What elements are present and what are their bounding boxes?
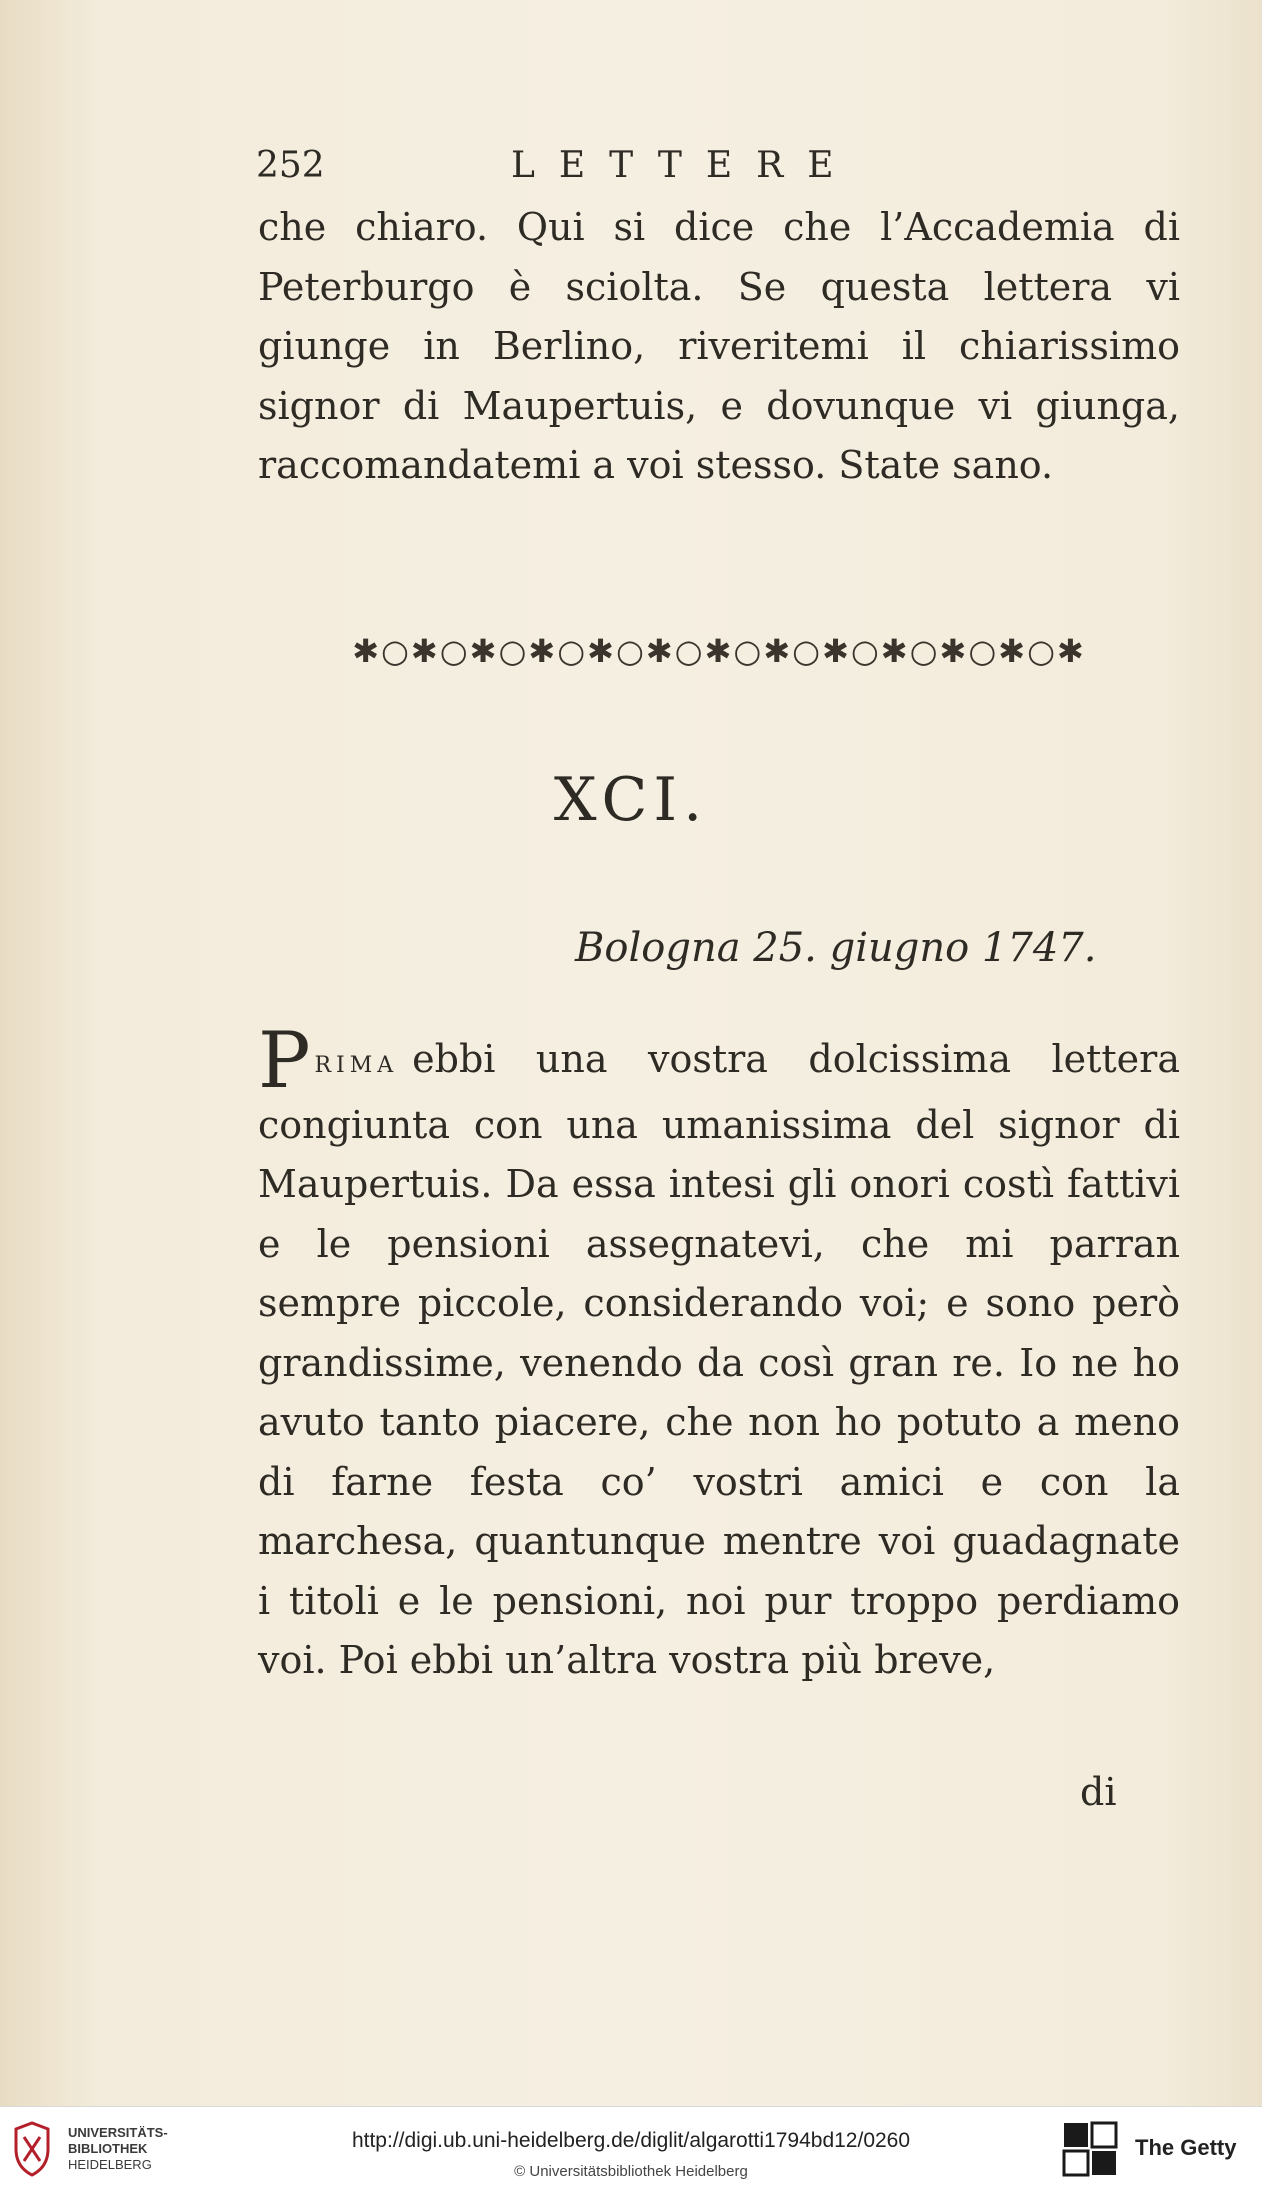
letter-body (258, 1016, 1180, 1691)
paragraph: che chiaro. Qui si dice che l’Accademia di Peterburgo è sciolta. Se questa lettera vi giunge in Berlino, riveritemi il chiarissimo signor di Maupertuis, e dovunque vi giunga, raccomandatemi a voi stesso. State sano. (258, 205, 1180, 487)
ornamental-divider: ✱○✱○✱○✱○✱○✱○✱○✱○✱○✱○✱○✱○✱ (352, 632, 1086, 670)
library-name-line: HEIDELBERG (68, 2157, 152, 2172)
library-name-line: UNIVERSITÄTS- (68, 2125, 168, 2140)
permalink-url[interactable]: http://digi.ub.uni-heidelberg.de/diglit/algarotti1794bd12/0260 (351, 2129, 911, 2152)
letter-number: XCI. (553, 765, 709, 835)
getty-name: The Getty (1135, 2135, 1237, 2160)
dateline: Bologna 25. giugno 1747. (575, 925, 1097, 971)
catchword: di (1080, 1770, 1117, 1814)
page-header (256, 145, 1186, 195)
small-caps-word: RIMA (314, 1053, 399, 1078)
running-head: LETTERE (511, 145, 858, 186)
continued-letter-text (258, 198, 1180, 496)
page-number: 252 (256, 145, 325, 186)
getty-logo-icon (1062, 2121, 1118, 2177)
digital-library-footer (0, 2106, 1262, 2197)
drop-cap: P (258, 1016, 311, 1106)
paragraph (258, 1016, 1180, 1691)
body-text: ebbi una vostra dolcissima lettera congiunta con una umanissima del signor di Maupertuis. Da essa intesi gli onori costì fattivi e le pensioni assegnatevi, che mi parran sempre piccole, considerando voi; e sono però grandissime, venendo da così gran re. Io ne ho avuto tanto piacere, che non ho potuto a meno di farne festa co’ vostri amici e con la marchesa, quantunque mentre voi guadagnate i titoli e le pensioni, noi pur troppo perdiamo voi. Poi ebbi un’altra vostra più breve, (258, 1037, 1180, 1682)
copyright-notice: © Universitätsbibliothek Heidelberg (514, 2163, 748, 2180)
library-name-line: BIBLIOTHEK (68, 2141, 148, 2156)
